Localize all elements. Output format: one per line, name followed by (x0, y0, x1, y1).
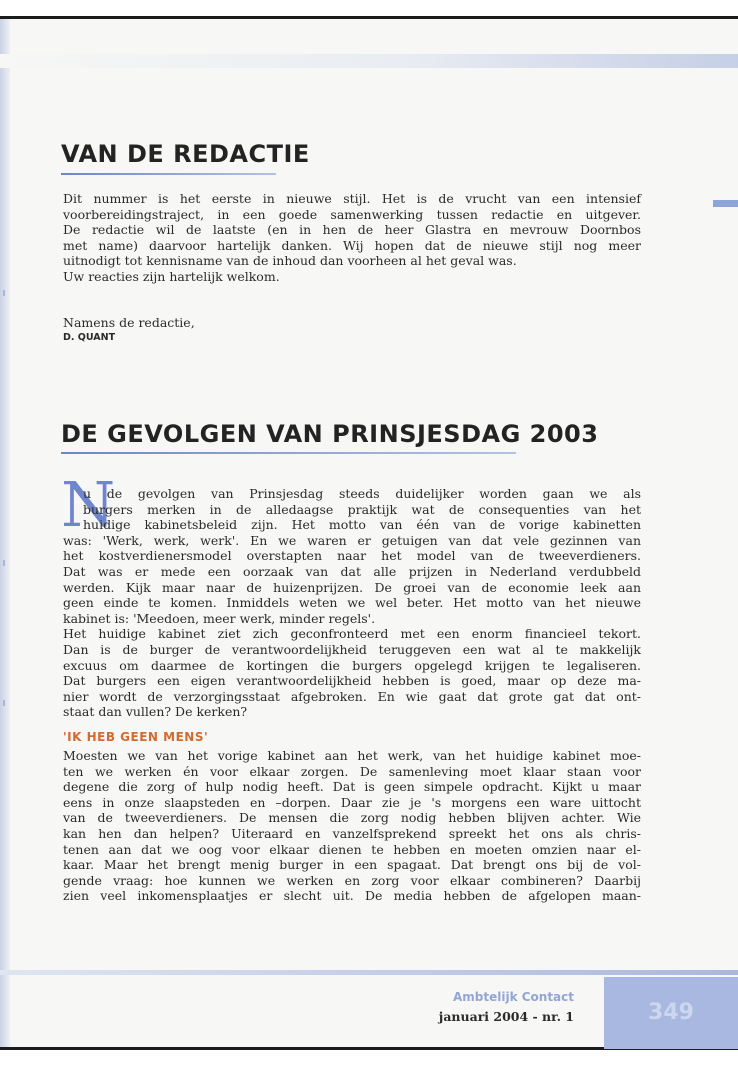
editorial-title: VAN DE REDACTIE (61, 140, 310, 168)
text-line: was: 'Werk, werk, werk'. En we waren er getuigen van dat vele gezinnen van (63, 532, 641, 548)
binding-shadow (0, 16, 10, 1050)
header-band (0, 54, 738, 68)
issue-info: januari 2004 - nr. 1 (438, 1009, 574, 1024)
top-edge (0, 16, 738, 19)
text-line: Dan is de burger de verantwoordelijkheid teruggeven een wat al te makkelijk (63, 641, 641, 657)
text-line: het kostverdienersmodel overstapten naar het model van de tweeverdieners. (63, 548, 641, 564)
article-title-underline (61, 452, 516, 454)
margin-mark (3, 290, 5, 296)
text-line: De redactie wil de laatste (en in hen de heer Glastra en mevrouw Doornbos (63, 222, 641, 238)
magazine-name: Ambtelijk Contact (452, 990, 574, 1004)
text-line: zien veel inkomensplaatjes er slecht uit. De media hebben de afgelopen maan- (63, 888, 641, 904)
text-line: nier wordt de verzorgingsstaat afgebroken. En wie gaat dat grote gat dat ont- (63, 688, 641, 704)
editorial-title-underline (61, 173, 276, 175)
text-line: burgers merken in de alledaagse praktijk wat de consequenties van het (83, 501, 641, 517)
text-line: degene die zorg of hulp nodig heeft. Dat is geen simpele opdracht. Kijkt u maar (63, 779, 641, 795)
footer-band (0, 970, 738, 975)
text-line: Moesten we van het vorige kabinet aan het werk, van het huidige kabinet moe- (63, 748, 641, 763)
article-body-continued (63, 748, 641, 904)
text-line: gende vraag: hoe kunnen we werken en zorg voor elkaar combineren? Daarbij (63, 872, 641, 888)
text-line: met name) daarvoor hartelijk danken. Wij hopen dat de nieuwe stijl nog meer (63, 237, 641, 253)
text-line: kaar. Maar het brengt menig burger in een spagaat. Dat brengt ons bij de vol- (63, 857, 641, 873)
editorial-body (63, 191, 641, 285)
text-line: kabinet is: 'Meedoen, meer werk, minder regels'. (63, 610, 376, 626)
page-number: 349 (648, 1000, 694, 1025)
text-line: werden. Kijk maar naar de huizenprijzen. De groei van de economie leek aan (63, 579, 641, 595)
text-line: van de tweeverdieners. De mensen die zorg nodig hebben blijven achter. Wie (63, 810, 641, 826)
article-body (63, 486, 641, 720)
margin-mark (3, 700, 5, 706)
text-line: uitnodigt tot kennisname van de inhoud dan voorheen al het geval was. (63, 253, 517, 269)
drop-cap: N (61, 468, 116, 541)
text-line: Het huidige kabinet ziet zich geconfronteerd met een enorm financieel tekort. (63, 626, 641, 642)
editorial-signer: D. QUANT (63, 332, 116, 343)
text-line: kan hen dan helpen? Uiteraard en vanzelfsprekend spreekt het ons als chris- (63, 825, 641, 841)
text-line: u de gevolgen van Prinsjesdag steeds duidelijker worden gaan we als (83, 486, 641, 501)
text-line: Uw reacties zijn hartelijk welkom. (63, 268, 280, 284)
text-line: eens in onze slaapsteden en –dorpen. Daar zie je 's morgens een ware uittocht (63, 794, 641, 810)
text-line: huidige kabinetsbeleid zijn. Het motto van één van de vorige kabinetten (83, 517, 641, 533)
side-tab-marker (713, 200, 738, 207)
editorial-signoff: Namens de redactie, (63, 315, 195, 330)
text-line: excuus om daarmee de kortingen die burgers opgelegd krijgen te legaliseren. (63, 657, 641, 673)
text-line: Dat burgers een eigen verantwoordelijkheid hebben is goed, maar op deze ma- (63, 673, 641, 689)
text-line: ten we werken én voor elkaar zorgen. De samenleving moet klaar staan voor (63, 763, 641, 779)
text-line: staat dan vullen? De kerken? (63, 704, 248, 720)
text-line: Dat was er mede een oorzaak van dat alle prijzen in Nederland verdubbeld (63, 563, 641, 579)
article-title: DE GEVOLGEN VAN PRINSJESDAG 2003 (61, 420, 599, 448)
text-line: tenen aan dat we oog voor elkaar dienen te hebben en moeten omzien naar el- (63, 841, 641, 857)
text-line: geen einde te komen. Inmiddels weten we wel beter. Het motto van het nieuwe (63, 595, 641, 611)
text-line: Dit nummer is het eerste in nieuwe stijl. Het is de vrucht van een intensief (63, 191, 641, 206)
margin-mark (3, 560, 5, 566)
article-subheading: 'IK HEB GEEN MENS' (63, 730, 209, 744)
text-line: voorbereidingstraject, in een goede samenwerking tussen redactie en uitgever. (63, 206, 641, 222)
